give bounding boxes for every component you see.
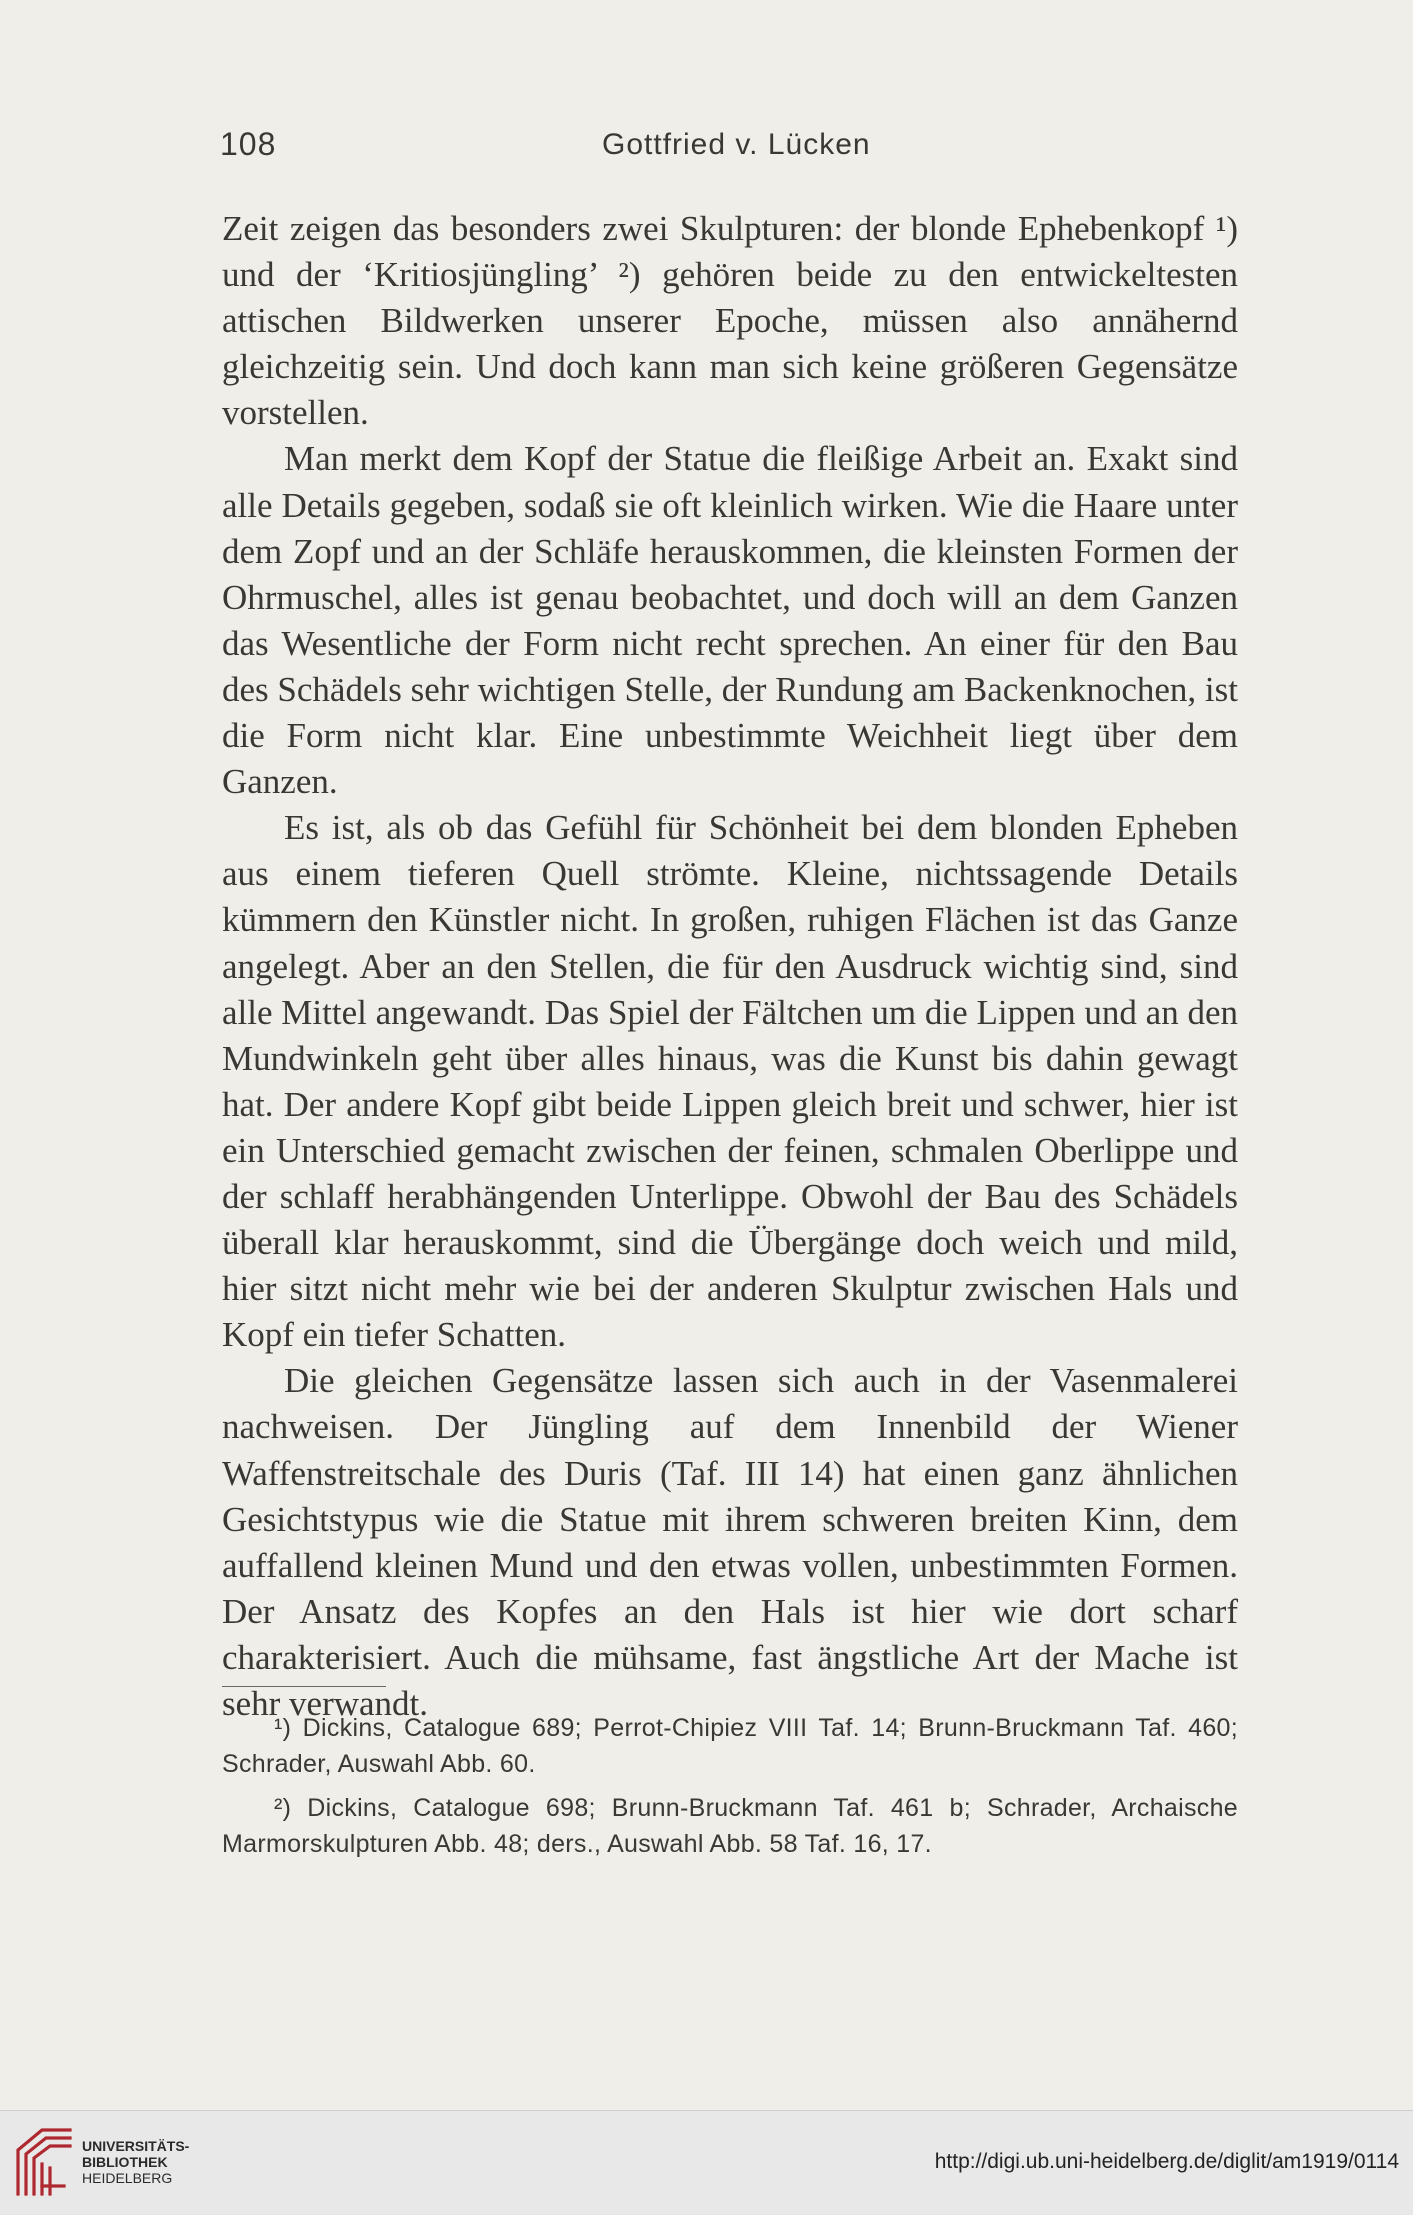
footnotes xyxy=(222,1710,1238,1870)
paragraph: Man merkt dem Kopf der Statue die fleißige Arbeit an. Exakt sind alle Details gegeben, sodaß sie oft kleinlich wirken. Wie die Haare unter dem Zopf und an der Schläfe herauskommen, die kleinsten Formen der Ohrmuschel, alles ist genau beobachtet, und doch will an dem Ganzen das Wesentliche der Form nicht recht sprechen. An einer für den Bau des Schädels sehr wichtigen Stelle, der Rundung am Backenknochen, ist die Form nicht klar. Eine unbestimmte Weichheit liegt über dem Ganzen. xyxy=(222,439,1238,802)
running-head: Gottfried v. Lücken xyxy=(602,128,871,161)
page-header xyxy=(220,126,1240,174)
paragraph: Es ist, als ob das Gefühl für Schönheit bei dem blonden Epheben aus einem tieferen Quell strömte. Kleine, nichtssagende Details kümmern den Künstler nicht. In großen, ruhigen Flächen ist das Ganze angelegt. Aber an den Stellen, die für den Ausdruck wichtig sind, sind alle Mittel angewandt. Das Spiel der Fältchen um die Lippen und an den Mundwinkeln geht über alles hinaus, was die Kunst bis dahin gewagt hat. Der andere Kopf gibt beide Lippen gleich breit und schwer, hier ist ein Unterschied gemacht zwischen der feinen, schmalen Oberlippe und der schlaff herabhängenden Unterlippe. Obwohl der Bau des Schädels überall klar herauskommt, sind die Übergänge doch weich und mild, hier sitzt nicht mehr wie bei der anderen Skulptur zwischen Hals und Kopf ein tiefer Schatten. xyxy=(222,808,1238,1355)
paragraph: Die gleichen Gegensätze lassen sich auch in der Vasenmalerei nachweisen. Der Jüngling auf dem Innenbild der Wiener Waffenstreitschale des Duris (Taf. III 14) hat einen ganz ähnlichen Gesichtstypus wie die Statue mit ihrem schweren breiten Kinn, dem auffallend kleinen Mund und den etwas vollen, unbestimmten Formen. Der Ansatz des Kopfes an den Hals ist hier wie dort scharf charakterisiert. Auch die mühsame, fast ängstliche Art der Mache ist sehr verwandt. xyxy=(222,1361,1238,1723)
logo-line: UNIVERSITÄTS- xyxy=(82,2138,190,2154)
library-logo-icon xyxy=(12,2124,76,2198)
body-text xyxy=(222,206,1238,1727)
paragraph: Zeit zeigen das besonders zwei Skulpturen: der blonde Ephebenkopf ¹) und der ‘Kritiosjüngling’ ²) gehören beide zu den entwickeltesten attischen Bildwerken unserer Epoche, müssen also annähernd gleichzeitig sein. Und doch kann man sich keine größeren Gegensätze vorstellen. xyxy=(222,209,1238,433)
footnote: ²) Dickins, Catalogue 698; Brunn-Bruckmann Taf. 461 b; Schrader, Archaische Marmorskulpturen Abb. 48; ders., Auswahl Abb. 58 Taf. 16, 17. xyxy=(222,1794,1238,1858)
permalink-url[interactable]: http://digi.ub.uni-heidelberg.de/diglit/am1919/0114 xyxy=(934,2150,1399,2173)
footnote-rule xyxy=(222,1686,386,1687)
logo-line: BIBLIOTHEK xyxy=(82,2154,168,2170)
page-number: 108 xyxy=(220,126,277,162)
library-logo-text xyxy=(82,2138,189,2186)
logo-line: HEIDELBERG xyxy=(82,2170,173,2186)
footnote: ¹) Dickins, Catalogue 689; Perrot-Chipiez VIII Taf. 14; Brunn-Bruckmann Taf. 460; Schrader, Auswahl Abb. 60. xyxy=(222,1714,1238,1778)
